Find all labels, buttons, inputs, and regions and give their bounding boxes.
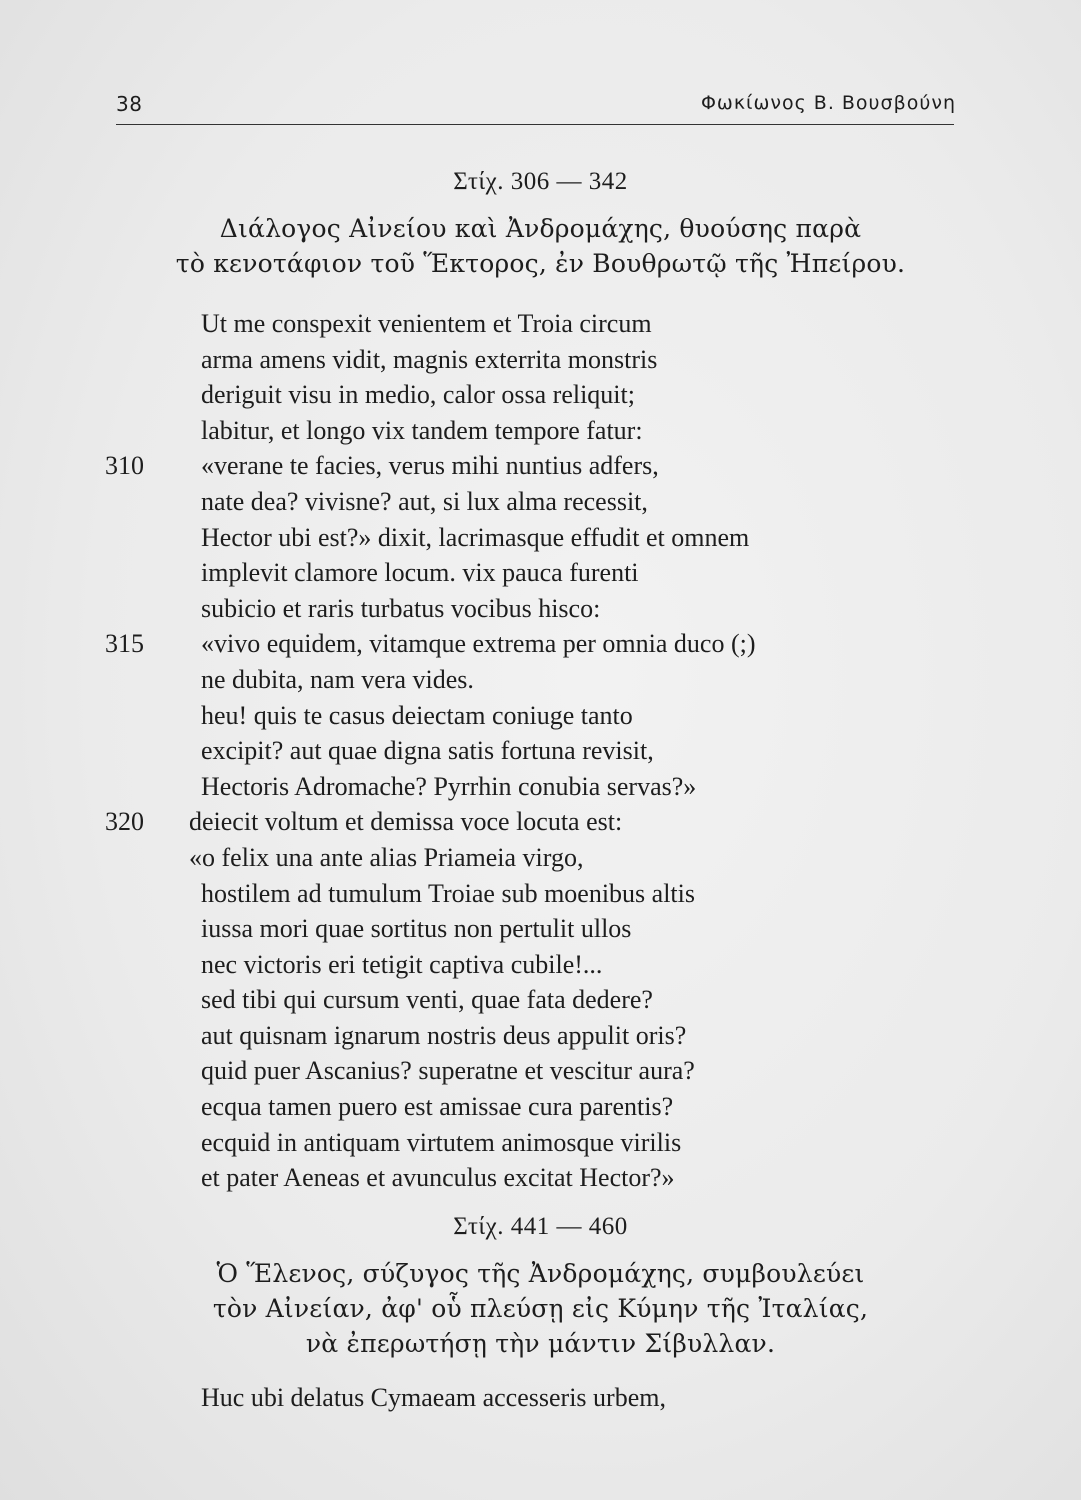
verse-text: quid puer Ascanius? superatne et vescitur aura?: [201, 1056, 695, 1086]
verse-text: deriguit visu in medio, calor ossa reliquit;: [201, 380, 635, 410]
verse-line: [105, 804, 905, 840]
verse-line: [105, 947, 905, 983]
verse-text: deiecit voltum et demissa voce locuta est:: [189, 807, 623, 837]
verse-text: et pater Aeneas et avunculus excitat Hector?»: [201, 1163, 675, 1193]
verse-line: [105, 876, 905, 912]
section-heading: [0, 211, 1081, 281]
verse-text: subicio et raris turbatus vocibus hisco:: [201, 593, 601, 623]
verse-line: [105, 520, 905, 556]
heading-line: τὸν Αἰνείαν, ἀφ' οὗ πλεύσῃ εἰς Κύμην τῆς Ἰταλίας,: [212, 1294, 869, 1323]
verse-line: [105, 1125, 905, 1161]
verse-text: sed tibi qui cursum venti, quae fata dedere?: [201, 985, 653, 1015]
verse-text: aut quisnam ignarum nostris deus appulit oris?: [201, 1020, 687, 1050]
verse-text: ecquid in antiquam virtutem animosque virilis: [201, 1127, 682, 1157]
section-heading: [0, 1256, 1081, 1361]
verse-text: «o felix una ante alias Priameia virgo,: [189, 842, 584, 872]
verse-text: excipit? aut quae digna satis fortuna revisit,: [201, 736, 654, 766]
running-head-author: Φωκίωνος Β. Βουσβούνη: [700, 92, 956, 114]
verse-line: [105, 911, 905, 947]
verse-text: Ut me conspexit venientem et Troia circum: [201, 309, 652, 338]
heading-line: Διάλογος Αἰνείου καὶ Ἀνδρομάχης, θυούσης παρὰ: [219, 214, 862, 243]
verse-text: arma amens vidit, magnis exterrita monstris: [201, 344, 658, 374]
verse-text: labitur, et longo vix tandem tempore fatur:: [201, 415, 643, 445]
verse-line: [105, 1380, 905, 1416]
page-number: 38: [116, 92, 143, 116]
header-rule: [116, 124, 954, 125]
verse-text: «verane te facies, verus mihi nuntius adfers,: [201, 451, 659, 481]
verse-block: [105, 1380, 905, 1416]
verse-text: «vivo equidem, vitamque extrema per omnia duco (;): [201, 629, 756, 659]
verse-line: [105, 413, 905, 449]
verse-text: Hectoris Adromache? Pyrrhin conubia servas?»: [201, 771, 697, 801]
verse-text: hostilem ad tumulum Troiae sub moenibus altis: [201, 878, 695, 908]
heading-line: τὸ κενοτάφιον τοῦ Ἕκτορος, ἐν Βουθρωτῷ τῆς Ἠπείρου.: [175, 249, 906, 278]
section-reference: Στίχ. 441 — 460: [453, 1213, 628, 1240]
verse-line: [105, 1018, 905, 1054]
verse-line: [105, 982, 905, 1018]
section-reference: Στίχ. 306 — 342: [453, 168, 628, 195]
verse-line: [105, 1053, 905, 1089]
line-number: 310: [105, 451, 144, 481]
verse-line: [105, 484, 905, 520]
verse-line: [105, 626, 905, 662]
verse-line: [105, 591, 905, 627]
verse-text: implevit clamore locum. vix pauca furenti: [201, 558, 639, 588]
verse-text: Hector ubi est?» dixit, lacrimasque effudit et omnem: [201, 522, 750, 552]
verse-line: [105, 1160, 905, 1196]
verse-line: [105, 306, 905, 342]
verse-line: [105, 662, 905, 698]
verse-line: [105, 342, 905, 378]
verse-line: [105, 377, 905, 413]
verse-line: [105, 448, 905, 484]
verse-line: [105, 769, 905, 805]
verse-text: ne dubita, nam vera vides.: [201, 664, 474, 694]
heading-line: Ὁ Ἕλενος, σύζυγος τῆς Ἀνδρομάχης, συμβουλεύει: [216, 1259, 865, 1288]
verse-block: [105, 306, 905, 1196]
verse-line: [105, 733, 905, 769]
heading-line: νὰ ἐπερωτήσῃ τὴν μάντιν Σίβυλλαν.: [305, 1329, 776, 1358]
verse-line: [105, 1089, 905, 1125]
verse-line: [105, 555, 905, 591]
line-number: 315: [105, 629, 144, 659]
line-number: 320: [105, 807, 144, 837]
running-head: [116, 92, 956, 122]
verse-line: [105, 840, 905, 876]
verse-text: ecqua tamen puero est amissae cura parentis?: [201, 1092, 674, 1122]
verse-line: [105, 698, 905, 734]
verse-text: iussa mori quae sortitus non pertulit ullos: [201, 914, 632, 944]
verse-text: heu! quis te casus deiectam coniuge tanto: [201, 700, 633, 730]
verse-text: Huc ubi delatus Cymaeam accesseris urbem,: [201, 1383, 666, 1412]
verse-text: nec victoris eri tetigit captiva cubile!...: [201, 949, 603, 979]
verse-text: nate dea? vivisne? aut, si lux alma recessit,: [201, 486, 648, 516]
